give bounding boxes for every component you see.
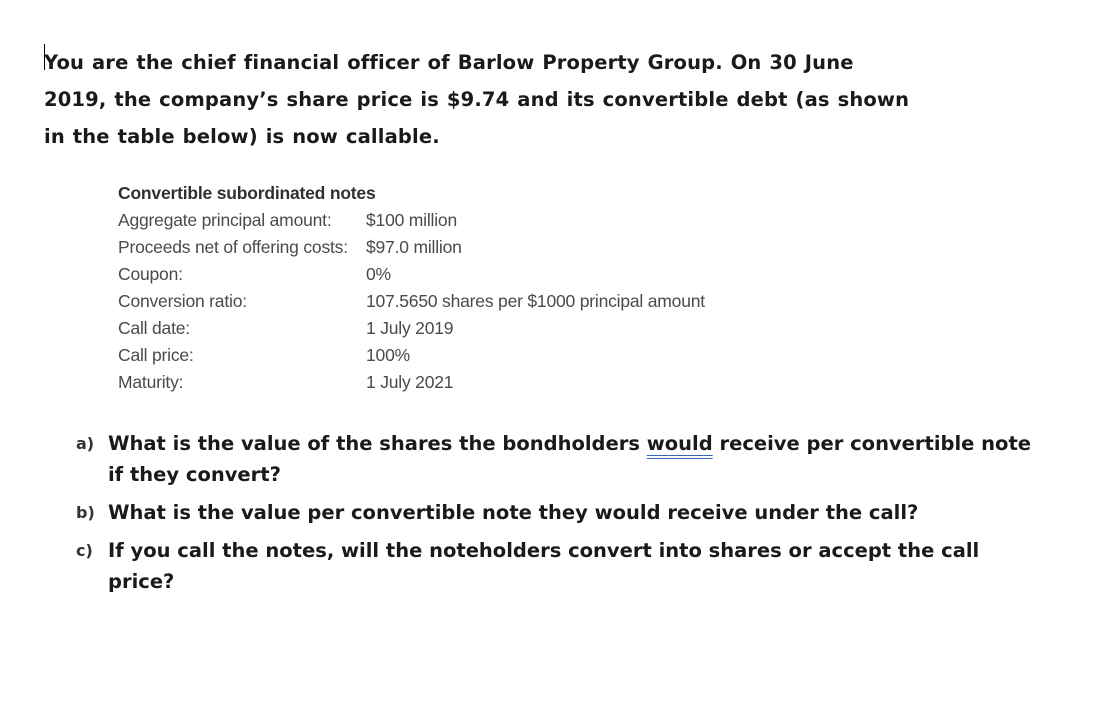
question-b [76,497,1086,528]
row-value: 1 July 2021 [366,372,454,392]
row-value: 107.5650 shares per $1000 principal amount [366,291,705,311]
notes-table-title: Convertible subordinated notes [118,183,376,203]
question-a-text-end: receive per convertible note [712,432,1031,455]
intro-line-2: 2019, the company’s share price is $9.74 and its convertible debt (as shown [44,88,910,111]
question-c-line-1: If you call the notes, will the noteholders convert into shares or accept the call [108,539,980,562]
intro-line-3: in the table below) is now callable. [44,125,440,148]
question-marker: c) [76,541,93,560]
table-row [118,315,705,342]
row-label: Call date: [118,318,190,338]
row-label: Maturity: [118,372,184,392]
intro-paragraph [44,44,924,155]
table-row [118,261,705,288]
row-value: $97.0 million [366,237,462,257]
table-row [118,207,705,234]
row-value: 1 July 2019 [366,318,454,338]
question-a-line-2: if they convert? [108,463,281,486]
table-row [118,288,705,315]
spellcheck-flagged-word[interactable]: would [646,432,713,455]
intro-line-1: You are the chief financial officer of Barlow Property Group. On 30 June [44,51,854,74]
question-marker: b) [76,503,95,522]
question-text [108,428,1031,490]
convertible-notes-table [118,180,705,396]
row-value: 100% [366,345,410,365]
table-row [118,342,705,369]
table-row [118,234,705,261]
question-a-text-start: What is the value of the shares the bondholders [108,432,647,455]
row-label: Call price: [118,345,194,365]
row-label: Coupon: [118,264,183,284]
row-value: 0% [366,264,391,284]
row-value: $100 million [366,210,457,230]
question-text [108,535,979,597]
row-label: Aggregate principal amount: [118,210,332,230]
question-c-line-2: price? [108,570,175,593]
row-label: Proceeds net of offering costs: [118,237,348,257]
question-a [76,428,1086,490]
question-marker: a) [76,434,95,453]
question-text: What is the value per convertible note they would receive under the call? [108,501,919,524]
table-row [118,369,705,396]
question-list [76,428,1086,604]
row-label: Conversion ratio: [118,291,247,311]
question-c [76,535,1086,597]
